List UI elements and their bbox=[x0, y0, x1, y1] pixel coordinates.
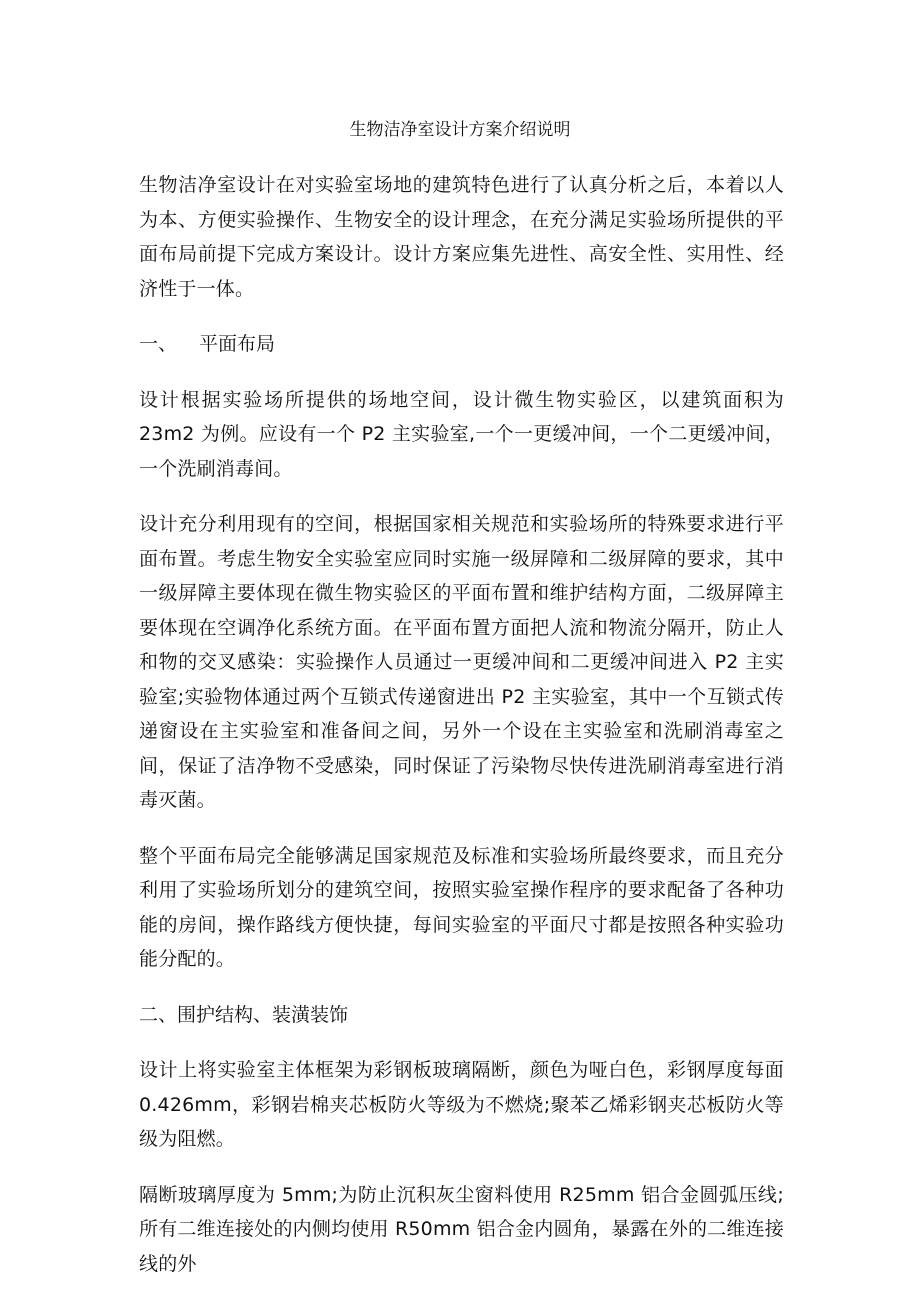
section-1-number: 一、 bbox=[139, 333, 178, 355]
document-body bbox=[139, 168, 784, 1302]
section-1-paragraph-1: 设计根据实验场所提供的场地空间，设计微生物实验区，以建筑面积为 23m2 为例。应设有一个 P2 主实验室,一个一更缓冲间，一个二更缓冲间，一个洗刷消毒间。 bbox=[139, 388, 784, 480]
document-title: 生物洁净室设计方案介绍说明 bbox=[349, 120, 571, 140]
section-1-paragraph-3: 整个平面布局完全能够满足国家规范及标准和实验场所最终要求，而且充分利用了实验场所划分的建筑空间，按照实验室操作程序的要求配备了各种功能的房间，操作路线方便快捷，每间实验室的平面尺寸都是按照各种实验功能分配的。 bbox=[139, 844, 784, 970]
section-2-heading: 二、围护结构、装潢装饰 bbox=[139, 1003, 349, 1026]
intro-paragraph: 生物洁净室设计在对实验室场地的建筑特色进行了认真分析之后，本着以人为本、方便实验操作、生物安全的设计理念，在充分满足实验场所提供的平面布局前提下完成方案设计。设计方案应集先进性、高安全性、实用性、经济性于一体。 bbox=[139, 174, 784, 300]
section-2-paragraph-2: 隔断玻璃厚度为 5mm;为防止沉积灰尘窗料使用 R25mm 铝合金圆弧压线;所有二维连接处的内侧均使用 R50mm 铝合金内圆角，暴露在外的二维连接线的外 bbox=[139, 1183, 784, 1275]
section-1-paragraph-2: 设计充分利用现有的空间，根据国家相关规范和实验场所的特殊要求进行平面布置。考虑生物安全实验室应同时实施一级屏障和二级屏障的要求，其中一级屏障主要体现在微生物实验区的平面布置和维护结构方面，二级屏障主要体现在空调净化系统方面。在平面布置方面把人流和物流分隔开，防止人和物的交叉感染：实验操作人员通过一更缓冲间和二更缓冲间进入 P2 主实验室;实验物体通过两个互锁式传递窗进出 P2 主实验室，其中一个互锁式传递窗设在主实验室和准备间之间，另外一个设在主实验室和洗刷消毒室之间，保证了洁净物不受感染，同时保证了污染物尽快传进洗刷消毒室进行消毒灭菌。 bbox=[139, 513, 784, 811]
section-2-paragraph-1: 设计上将实验室主体框架为彩钢板玻璃隔断，颜色为哑白色，彩钢厚度每面 0.426mm，彩钢岩棉夹芯板防火等级为不燃烧;聚苯乙烯彩钢夹芯板防火等级为阻燃。 bbox=[139, 1059, 784, 1150]
section-1-heading bbox=[139, 327, 784, 362]
section-1-title: 平面布局 bbox=[199, 333, 276, 355]
